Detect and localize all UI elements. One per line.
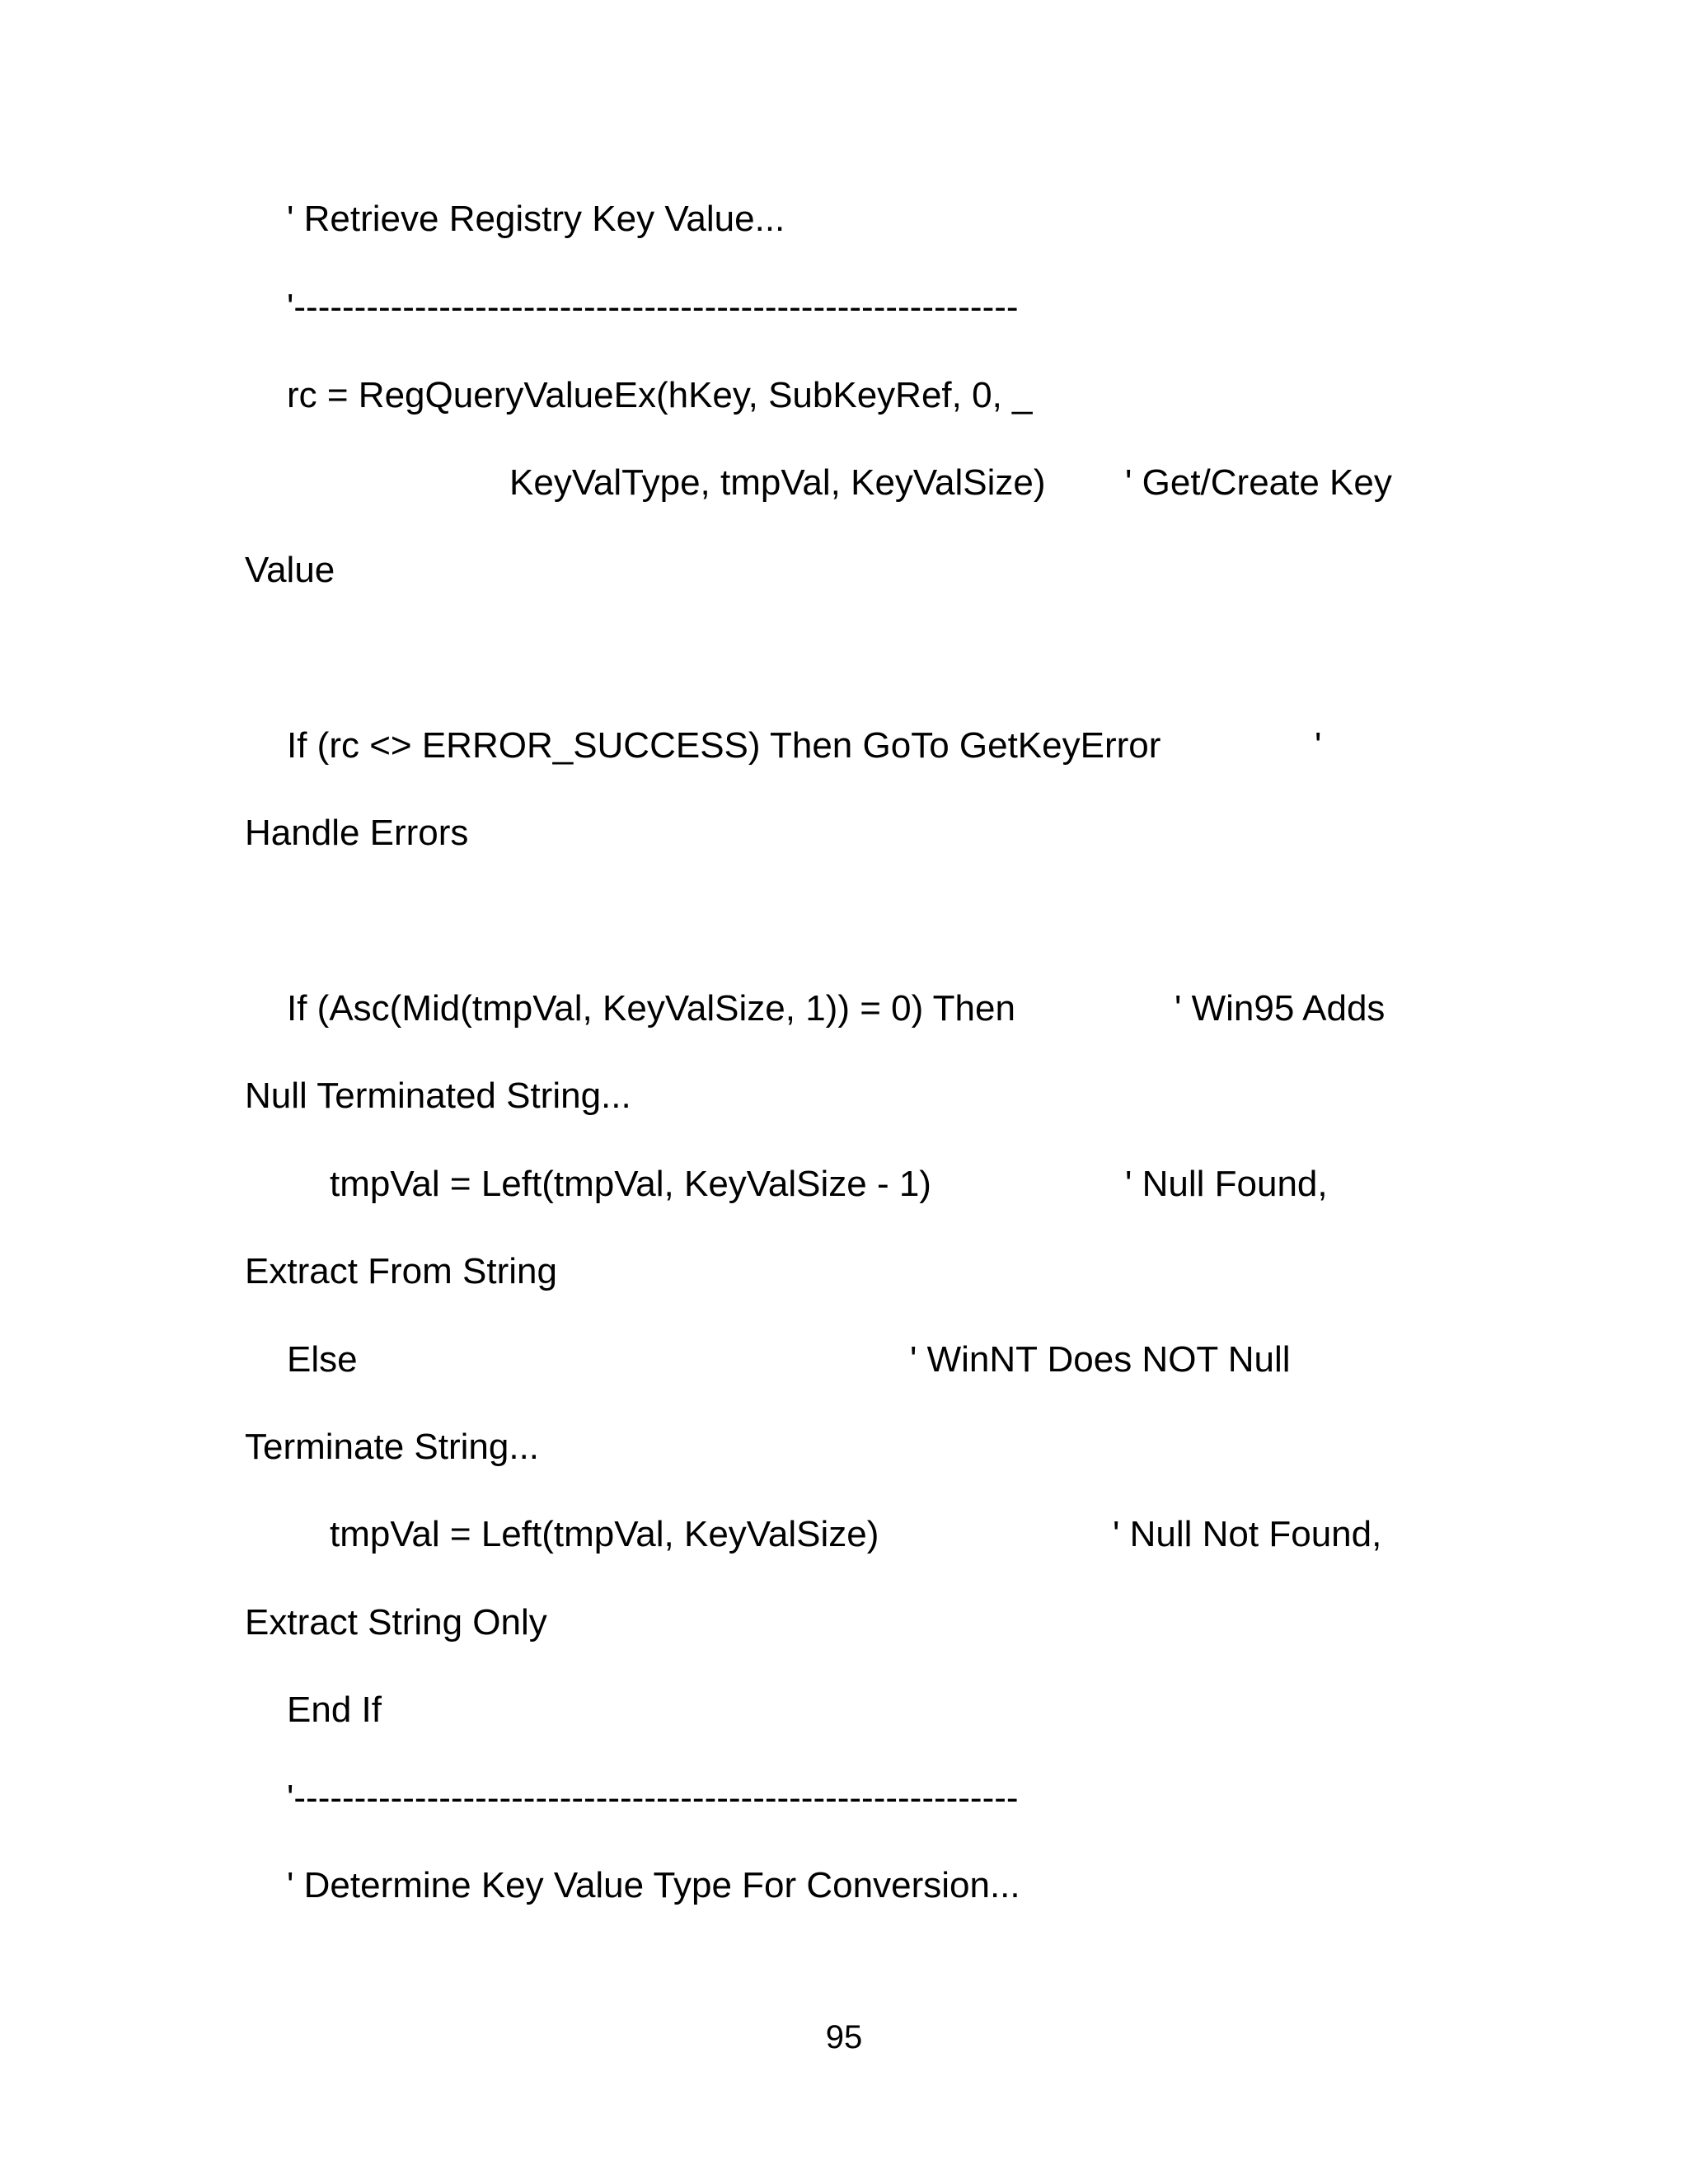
code-comment-continuation: Null Terminated String... bbox=[245, 1076, 631, 1116]
code-comment: ' Null Not Found, bbox=[1113, 1514, 1382, 1554]
code-line: If (Asc(Mid(tmpVal, KeyValSize, 1)) = 0) Then bbox=[287, 988, 1015, 1029]
code-comment-continuation: Handle Errors bbox=[245, 813, 469, 853]
code-separator: '------------------------------------------------------------ bbox=[287, 287, 1019, 327]
code-comment: ' Get/Create Key bbox=[1125, 462, 1392, 503]
code-comment-continuation: Value bbox=[245, 550, 335, 590]
code-comment-continuation: Extract From String bbox=[245, 1251, 557, 1291]
code-line: rc = RegQueryValueEx(hKey, SubKeyRef, 0, _ bbox=[287, 375, 1033, 415]
code-comment-continuation: Terminate String... bbox=[245, 1427, 540, 1467]
code-comment: ' Retrieve Registry Key Value... bbox=[287, 199, 785, 239]
code-comment: ' Determine Key Value Type For Conversion... bbox=[287, 1865, 1020, 1905]
code-line: KeyValType, tmpVal, KeyValSize) bbox=[509, 462, 1046, 503]
code-line: If (rc <> ERROR_SUCCESS) Then GoTo GetKeyError bbox=[287, 725, 1161, 766]
code-comment: ' bbox=[1315, 725, 1322, 766]
code-comment-continuation: Extract String Only bbox=[245, 1602, 547, 1643]
code-comment: ' Null Found, bbox=[1125, 1164, 1328, 1204]
code-line: End If bbox=[287, 1690, 382, 1730]
page-number: 95 bbox=[825, 2019, 863, 2055]
code-comment: ' WinNT Does NOT Null bbox=[910, 1339, 1291, 1380]
code-line: tmpVal = Left(tmpVal, KeyValSize) bbox=[330, 1514, 879, 1554]
code-comment: ' Win95 Adds bbox=[1175, 988, 1386, 1029]
code-line: tmpVal = Left(tmpVal, KeyValSize - 1) bbox=[330, 1164, 931, 1204]
code-line: Else bbox=[287, 1339, 358, 1380]
code-separator: '------------------------------------------------------------ bbox=[287, 1778, 1019, 1818]
